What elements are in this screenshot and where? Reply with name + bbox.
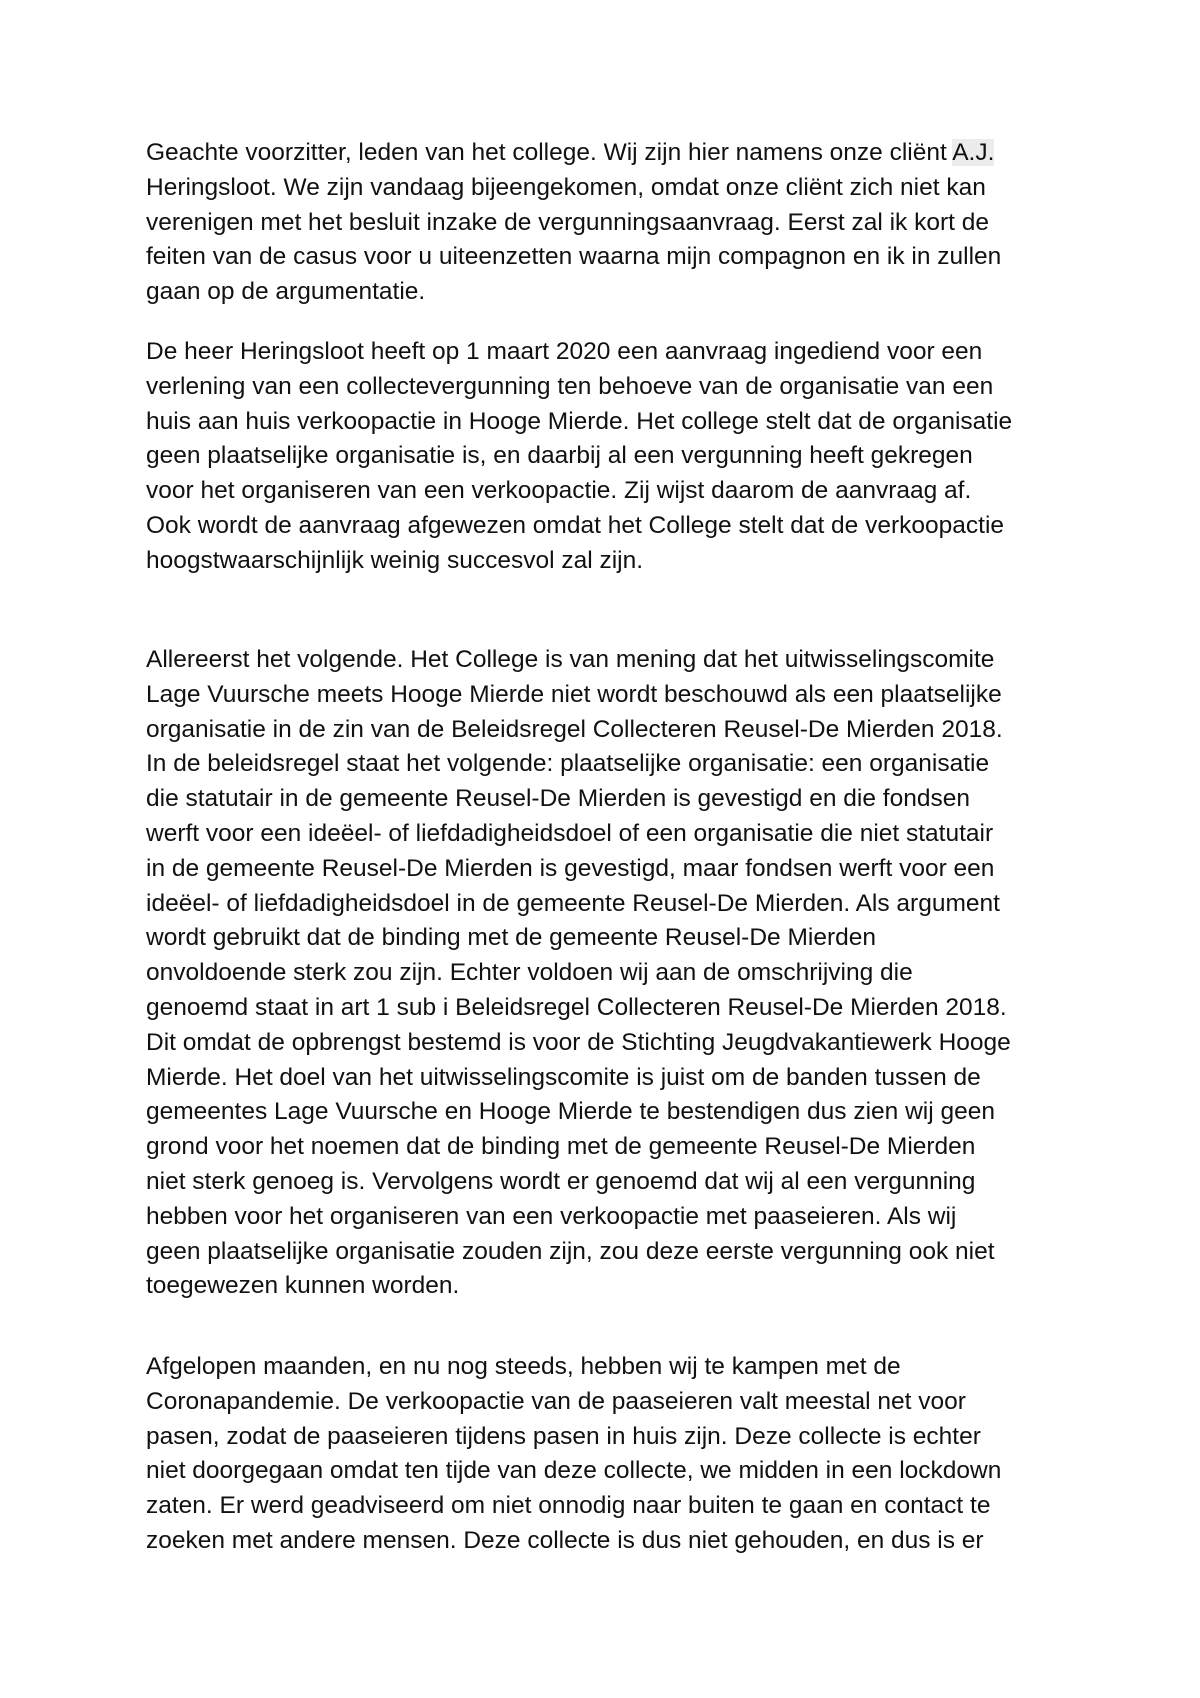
- text-line: zoeken met andere mensen. Deze collecte is dus niet gehouden, en dus is er: [146, 1526, 984, 1554]
- paragraph-3: [146, 643, 1076, 1304]
- text-line: organisatie in de zin van de Beleidsregel Collecteren Reusel-De Mierden 2018.: [146, 715, 1003, 743]
- text-line: feiten van de casus voor u uiteenzetten waarna mijn compagnon en ik in zullen: [146, 243, 1002, 271]
- text-line: geen plaatselijke organisatie is, en daarbij al een vergunning heeft gekregen: [146, 442, 973, 470]
- text-line: voor het organiseren van een verkoopactie. Zij wijst daarom de aanvraag af.: [146, 477, 972, 505]
- text-line: verlening van een collectevergunning ten behoeve van de organisatie van een: [146, 372, 994, 400]
- paragraph-4: [146, 1350, 1076, 1559]
- text-line: Ook wordt de aanvraag afgewezen omdat het College stelt dat de verkoopactie: [146, 511, 1005, 539]
- text-line: verenigen met het besluit inzake de vergunningsaanvraag. Eerst zal ik kort de: [146, 208, 990, 236]
- text-line-content: Geachte voorzitter, leden van het college. Wij zijn hier namens onze cliënt: [146, 139, 953, 166]
- text-line: niet doorgegaan omdat ten tijde van deze collecte, we midden in een lockdown: [146, 1457, 1002, 1485]
- text-line: zaten. Er werd geadviseerd om niet onnodig naar buiten te gaan en contact te: [146, 1492, 991, 1520]
- text-line: onvoldoende sterk zou zijn. Echter voldoen wij aan de omschrijving die: [146, 959, 913, 987]
- text-line: genoemd staat in art 1 sub i Beleidsregel Collecteren Reusel-De Mierden 2018.: [146, 993, 1007, 1021]
- text-line: in de gemeente Reusel-De Mierden is gevestigd, maar fondsen werft voor een: [146, 854, 995, 882]
- text-line: huis aan huis verkoopactie in Hooge Mierde. Het college stelt dat de organisatie: [146, 407, 1013, 435]
- text-line: ideëel- of liefdadigheidsdoel in de gemeente Reusel-De Mierden. Als argument: [146, 889, 1000, 917]
- text-line: wordt gebruikt dat de binding met de gemeente Reusel-De Mierden: [146, 924, 876, 952]
- text-line: Mierde. Het doel van het uitwisselingscomite is juist om de banden tussen de: [146, 1063, 981, 1091]
- text-line: Allereerst het volgende. Het College is van mening dat het uitwisselingscomite: [146, 646, 995, 673]
- text-line: In de beleidsregel staat het volgende: plaatselijke organisatie: een organisatie: [146, 750, 990, 778]
- text-line: Afgelopen maanden, en nu nog steeds, hebben wij te kampen met de: [146, 1353, 901, 1380]
- text-line: Dit omdat de opbrengst bestemd is voor de Stichting Jeugdvakantiewerk Hooge: [146, 1028, 1011, 1056]
- text-line: pasen, zodat de paaseieren tijdens pasen in huis zijn. Deze collecte is echter: [146, 1422, 981, 1450]
- text-line: gaan op de argumentatie.: [146, 278, 426, 306]
- text-line: niet sterk genoeg is. Vervolgens wordt er genoemd dat wij al een vergunning: [146, 1167, 976, 1195]
- text-line: werft voor een ideëel- of liefdadigheidsdoel of een organisatie die niet statutair: [146, 819, 994, 847]
- text-line: [146, 136, 1076, 171]
- text-line: Coronapandemie. De verkoopactie van de paaseieren valt meestal net voor: [146, 1387, 966, 1415]
- highlighted-text: A.J.: [952, 139, 995, 166]
- text-line: Lage Vuursche meets Hooge Mierde niet wordt beschouwd als een plaatselijke: [146, 680, 1002, 708]
- text-line: hoogstwaarschijnlijk weinig succesvol zal zijn.: [146, 546, 644, 574]
- text-line: geen plaatselijke organisatie zouden zijn, zou deze eerste vergunning ook niet: [146, 1237, 995, 1265]
- paragraph-2: [146, 335, 1076, 579]
- text-line: Heringsloot. We zijn vandaag bijeengekomen, omdat onze cliënt zich niet kan: [146, 173, 986, 201]
- text-line: toegewezen kunnen worden.: [146, 1272, 460, 1300]
- text-line: De heer Heringsloot heeft op 1 maart 2020 een aanvraag ingediend voor een: [146, 338, 983, 365]
- text-line: grond voor het noemen dat de binding met de gemeente Reusel-De Mierden: [146, 1133, 976, 1161]
- text-line: hebben voor het organiseren van een verkoopactie met paaseieren. Als wij: [146, 1202, 957, 1230]
- text-line: die statutair in de gemeente Reusel-De Mierden is gevestigd en die fondsen: [146, 785, 970, 813]
- text-line: gemeentes Lage Vuursche en Hooge Mierde te bestendigen dus zien wij geen: [146, 1098, 995, 1126]
- paragraph-1: [146, 136, 1076, 310]
